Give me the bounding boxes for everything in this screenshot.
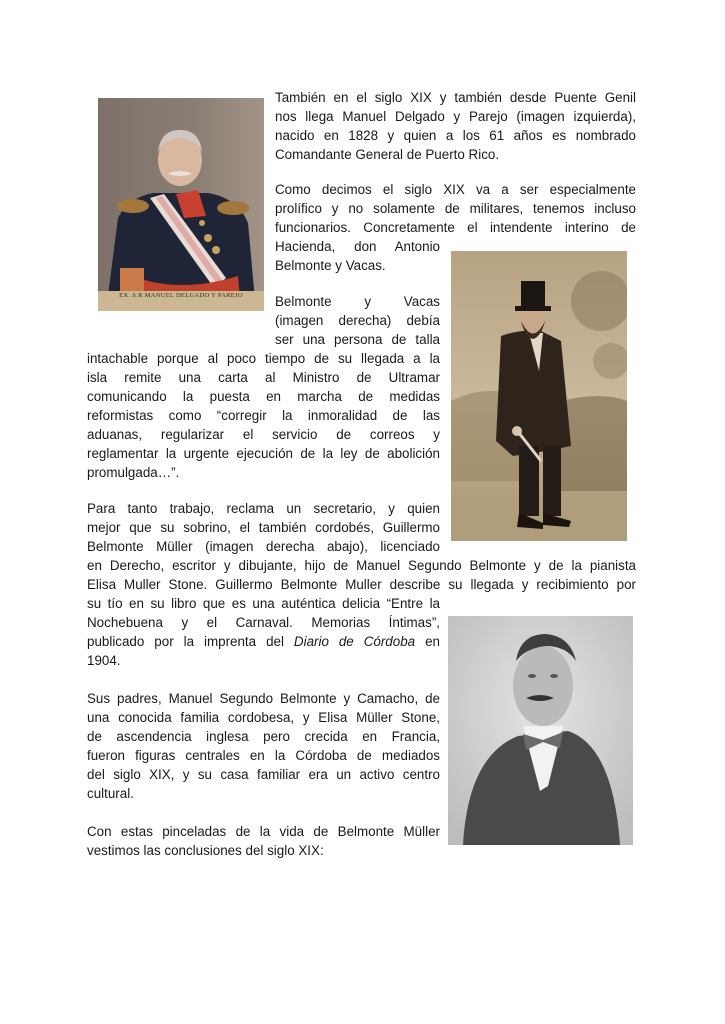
- paragraph-5-line: Sus padres, Manuel Segundo Belmonte y Camacho, de: [87, 691, 440, 706]
- paragraph-4-line: Nochebuena y el Carnaval. Memorias Íntimas”,: [87, 615, 440, 630]
- text-segment: publicado por la imprenta del: [87, 634, 284, 649]
- portrait-caption: [98, 291, 264, 311]
- paragraph-2-line: Belmonte y Vacas.: [275, 258, 386, 273]
- paragraph-5-line: de ascendencia inglesa pero crecida en Francia,: [87, 729, 440, 744]
- paragraph-4-line: en Derecho, escritor y dibujante, hijo de Manuel Segundo Belmonte y de la pianista: [87, 558, 636, 573]
- painting-image: [98, 98, 264, 311]
- paragraph-3-line: ser una persona de talla: [275, 332, 440, 347]
- portrait-caption-title: EX. S.R MANUEL DELGADO Y PAREJO: [119, 292, 243, 299]
- paragraph-6-line: Con estas pinceladas de la vida de Belmonte Müller: [87, 824, 440, 839]
- paragraph-5-line: cultural.: [87, 786, 134, 801]
- paragraph-4-line: su tío en su libro que es una auténtica delicia “Entre la: [87, 596, 440, 611]
- portrait-caption-fineprint: [98, 301, 264, 306]
- photo-antonio-belmonte-vacas: [451, 251, 627, 541]
- newspaper-title: Diario de Córdoba: [293, 634, 416, 649]
- paragraph-3-line: comunicando la puesta en marcha de medidas: [87, 389, 440, 404]
- paragraph-1-line: Comandante General de Puerto Rico.: [275, 147, 500, 162]
- paragraph-4-line: 1904.: [87, 653, 121, 668]
- paragraph-2-line: prolífico y no solamente de militares, tenemos incluso: [275, 201, 636, 216]
- photo-guillermo-belmonte-muller: [448, 616, 633, 845]
- paragraph-5-line: una conocida familia cordobesa, y Elisa Müller Stone,: [87, 710, 440, 725]
- paragraph-3-line: intachable porque al poco tiempo de su llegada a la: [87, 351, 440, 366]
- paragraph-1-line: nacido en 1828 y quien a los 61 años es nombrado: [275, 128, 636, 143]
- text-segment: en: [425, 634, 440, 649]
- portrait-manuel-delgado-parejo: [98, 98, 264, 311]
- paragraph-4-line: Para tanto trabajo, reclama un secretario, y quien: [87, 501, 440, 516]
- paragraph-2-line: Hacienda, don Antonio: [275, 239, 440, 254]
- paragraph-1-line: nos llega Manuel Delgado y Parejo (imagen izquierda),: [275, 109, 636, 124]
- paragraph-2-line: Como decimos el siglo XIX va a ser especialmente: [275, 182, 636, 197]
- paragraph-6-line: vestimos las conclusiones del siglo XIX:: [87, 843, 324, 858]
- paragraph-4-line: [87, 632, 440, 651]
- paragraph-3-line: reglamentar la urgente ejecución de la ley de abolición: [87, 446, 440, 461]
- paragraph-2-line: funcionarios. Concretamente el intendente interino de: [275, 220, 636, 235]
- paragraph-3-line: isla remite una carta al Ministro de Ultramar: [87, 370, 440, 385]
- paragraph-3-line: promulgada…”.: [87, 465, 180, 480]
- paragraph-4-line: mejor que su sobrino, el también cordobés, Guillermo: [87, 520, 440, 535]
- paragraph-4-line: Belmonte Müller (imagen derecha abajo), licenciado: [87, 539, 440, 554]
- paragraph-5-line: fueron figuras centrales en la Córdoba de mediados: [87, 748, 440, 763]
- sepia-photo-image: [451, 251, 627, 541]
- grayscale-photo-image: [448, 616, 633, 845]
- paragraph-3-line: aduanas, regularizar el servicio de correos y: [87, 427, 440, 442]
- paragraph-1-line: También en el siglo XIX y también desde Puente Genil: [275, 90, 636, 105]
- paragraph-3-line: reformistas como “corregir la inmoralidad de las: [87, 408, 440, 423]
- paragraph-5-line: del siglo XIX, y su casa familiar era un activo centro: [87, 767, 440, 782]
- paragraph-3-line: Belmonte y Vacas: [275, 294, 440, 309]
- paragraph-4-line: Elisa Muller Stone. Guillermo Belmonte Muller describe su llegada y recibimiento por: [87, 577, 636, 592]
- paragraph-3-line: (imagen derecha) debía: [275, 313, 440, 328]
